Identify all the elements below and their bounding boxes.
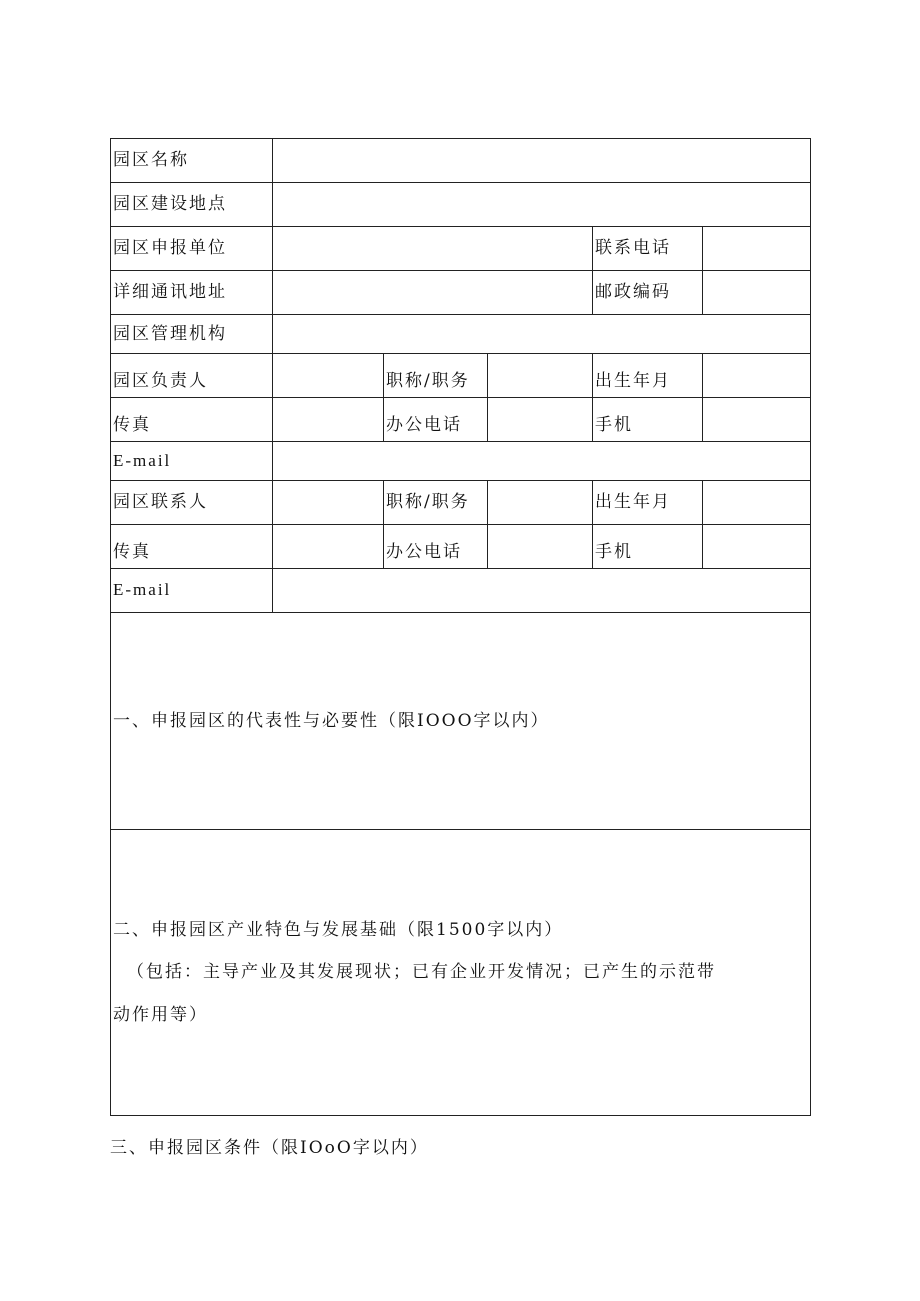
contact-office-phone-label: 办公电话 [384,525,488,569]
row-park-contact [111,481,811,525]
leader-mobile-label: 手机 [593,398,703,442]
row-park-location [111,183,811,227]
postal-code-field[interactable] [703,271,811,315]
contact-title-field[interactable] [488,481,593,525]
management-org-field[interactable] [273,315,811,354]
contact-office-phone-field[interactable] [488,525,593,569]
management-org-label: 园区管理机构 [111,315,273,354]
row-management-org [111,315,811,354]
contact-email-field[interactable] [273,569,811,613]
leader-fax-field[interactable] [273,398,384,442]
contact-email-label: E-mail [111,569,273,613]
section-1-cell[interactable] [111,613,811,830]
leader-office-phone-field[interactable] [488,398,593,442]
leader-fax-label: 传真 [111,398,273,442]
row-contact-email [111,569,811,613]
leader-birth-field[interactable] [703,354,811,398]
postal-code-label: 邮政编码 [593,271,703,315]
park-name-field[interactable] [273,139,811,183]
leader-office-phone-label: 办公电话 [384,398,488,442]
leader-email-label: E-mail [111,442,273,481]
section-2-cell[interactable] [111,830,811,1116]
row-mailing-address [111,271,811,315]
contact-birth-field[interactable] [703,481,811,525]
leader-mobile-field[interactable] [703,398,811,442]
row-contact-contact [111,525,811,569]
section-2-title: 二、申报园区产业特色与发展基础（限1500字以内） [113,919,564,940]
leader-birth-label: 出生年月 [593,354,703,398]
park-name-label: 园区名称 [111,139,273,183]
row-park-name [111,139,811,183]
leader-title-label: 职称/职务 [384,354,488,398]
row-leader-contact [111,398,811,442]
park-location-field[interactable] [273,183,811,227]
section-2-note-line-1: （包括：主导产业及其发展现状；已有企业开发情况；已产生的示范带 [127,962,716,983]
applicant-unit-label: 园区申报单位 [111,227,273,271]
section-1-title: 一、申报园区的代表性与必要性（限IOOO字以内） [113,710,550,731]
park-contact-label: 园区联系人 [111,481,273,525]
row-leader-email [111,442,811,481]
row-section-1 [111,613,811,830]
contact-phone-field[interactable] [703,227,811,271]
park-location-label: 园区建设地点 [111,183,273,227]
section-3-title: 三、申报园区条件（限IOoO字以内） [110,1138,429,1158]
leader-email-field[interactable] [273,442,811,481]
contact-fax-label: 传真 [111,525,273,569]
contact-title-label: 职称/职务 [384,481,488,525]
contact-fax-field[interactable] [273,525,384,569]
application-form-table [110,138,811,1116]
contact-mobile-label: 手机 [593,525,703,569]
park-leader-field[interactable] [273,354,384,398]
mailing-address-label: 详细通讯地址 [111,271,273,315]
contact-mobile-field[interactable] [703,525,811,569]
park-leader-label: 园区负责人 [111,354,273,398]
leader-title-field[interactable] [488,354,593,398]
park-contact-field[interactable] [273,481,384,525]
contact-birth-label: 出生年月 [593,481,703,525]
mailing-address-field[interactable] [273,271,593,315]
row-applicant-unit [111,227,811,271]
section-2-note-line-2: 动作用等） [113,1004,208,1025]
contact-phone-label: 联系电话 [593,227,703,271]
row-section-2 [111,830,811,1116]
row-park-leader [111,354,811,398]
applicant-unit-field[interactable] [273,227,593,271]
